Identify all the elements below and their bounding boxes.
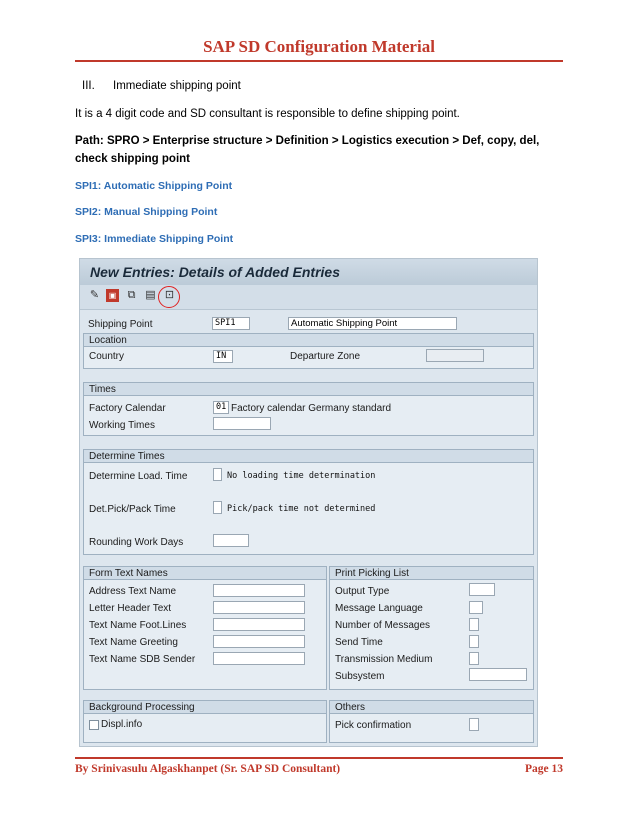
shipping-point-label: Shipping Point <box>88 319 153 330</box>
description-text: It is a 4 digit code and SD consultant is responsible to define shipping point. <box>75 108 460 120</box>
shipping-point-desc-field[interactable]: Automatic Shipping Point <box>288 317 457 330</box>
spro-path-text: Path: SPRO > Enterprise structure > Definition > Logistics execution > Def, copy, del, check shipping point <box>75 135 540 165</box>
pick-confirmation-label: Pick confirmation <box>335 720 412 731</box>
form-text-names-header: Form Text Names <box>84 567 326 580</box>
determine-load-time-label: Determine Load. Time <box>89 471 188 482</box>
background-processing-group <box>83 700 327 743</box>
number-of-messages-field[interactable] <box>469 618 479 631</box>
background-processing-header: Background Processing <box>84 701 326 714</box>
red-highlight-circle <box>158 286 180 308</box>
footer-author: By Srinivasulu Algaskhanpet (Sr. SAP SD Consultant) <box>75 763 341 775</box>
departure-zone-field[interactable] <box>426 349 484 362</box>
copy-icon[interactable]: ⧉ <box>127 289 136 301</box>
times-group <box>83 382 534 436</box>
text-name-greeting-label: Text Name Greeting <box>89 637 178 648</box>
spi-item-1: SPI1: Automatic Shipping Point <box>75 180 233 192</box>
location-group <box>83 333 534 369</box>
send-time-label: Send Time <box>335 637 383 648</box>
others-group <box>329 700 534 743</box>
determine-load-time-field[interactable] <box>213 468 222 481</box>
form-text-names-group <box>83 566 327 690</box>
sap-toolbar <box>80 285 537 310</box>
determine-times-header: Determine Times <box>84 450 533 463</box>
determine-load-time-desc: No loading time determination <box>227 471 376 481</box>
section-title: Immediate shipping point <box>113 80 241 92</box>
rounding-work-days-label: Rounding Work Days <box>89 537 184 548</box>
text-name-sdb-sender-label: Text Name SDB Sender <box>89 654 196 665</box>
country-field[interactable]: IN <box>213 350 233 363</box>
transmission-medium-label: Transmission Medium <box>335 654 433 665</box>
spi-item-2: SPI2: Manual Shipping Point <box>75 206 218 218</box>
displ-info-label: Displ.info <box>101 719 143 730</box>
times-header: Times <box>84 383 533 396</box>
pen-icon[interactable]: ✎ <box>89 289 100 301</box>
factory-calendar-desc: Factory calendar Germany standard <box>231 403 392 414</box>
transmission-medium-field[interactable] <box>469 652 479 665</box>
det-pick-pack-time-desc: Pick/pack time not determined <box>227 504 376 514</box>
page-header-title: SAP SD Configuration Material <box>203 37 435 56</box>
number-of-messages-label: Number of Messages <box>335 620 431 631</box>
output-type-field[interactable] <box>469 583 495 596</box>
det-pick-pack-time-field[interactable] <box>213 501 222 514</box>
save-local-icon[interactable]: ▣ <box>106 289 119 302</box>
print-icon[interactable]: ▤ <box>145 289 156 301</box>
output-type-label: Output Type <box>335 586 390 597</box>
message-language-field[interactable] <box>469 601 483 614</box>
departure-zone-label: Departure Zone <box>290 351 361 362</box>
letter-header-text-label: Letter Header Text <box>89 603 172 614</box>
header-rule <box>75 60 563 62</box>
sap-screenshot <box>79 258 538 747</box>
location-header: Location <box>84 334 533 347</box>
text-name-foot-lines-field[interactable] <box>213 618 305 631</box>
section-number: III. <box>82 80 95 92</box>
address-text-name-label: Address Text Name <box>89 586 177 597</box>
country-label: Country <box>89 351 125 362</box>
subsystem-label: Subsystem <box>335 671 385 682</box>
others-header: Others <box>330 701 533 714</box>
print-picking-list-group <box>329 566 534 690</box>
displ-info-checkbox[interactable] <box>89 720 99 730</box>
shipping-point-field[interactable]: SPI1 <box>212 317 250 330</box>
factory-calendar-field[interactable]: 01 <box>213 401 229 414</box>
rounding-work-days-field[interactable] <box>213 534 249 547</box>
message-language-label: Message Language <box>335 603 423 614</box>
det-pick-pack-time-label: Det.Pick/Pack Time <box>89 504 176 515</box>
working-times-field[interactable] <box>213 417 271 430</box>
determine-times-group <box>83 449 534 555</box>
sap-screen-title: New Entries: Details of Added Entries <box>80 259 537 285</box>
working-times-label: Working Times <box>89 420 155 431</box>
new-entry-icon[interactable]: ⊡ <box>164 289 175 301</box>
text-name-foot-lines-label: Text Name Foot.Lines <box>89 620 187 631</box>
factory-calendar-label: Factory Calendar <box>89 403 166 414</box>
letter-header-text-field[interactable] <box>213 601 305 614</box>
text-name-sdb-sender-field[interactable] <box>213 652 305 665</box>
pick-confirmation-field[interactable] <box>469 718 479 731</box>
footer-rule <box>75 757 563 759</box>
print-picking-list-header: Print Picking List <box>330 567 533 580</box>
page-footer <box>75 763 563 775</box>
spi-item-3: SPI3: Immediate Shipping Point <box>75 233 234 245</box>
page-number: Page 13 <box>524 763 563 775</box>
send-time-field[interactable] <box>469 635 479 648</box>
subsystem-field[interactable] <box>469 668 527 681</box>
text-name-greeting-field[interactable] <box>213 635 305 648</box>
address-text-name-field[interactable] <box>213 584 305 597</box>
